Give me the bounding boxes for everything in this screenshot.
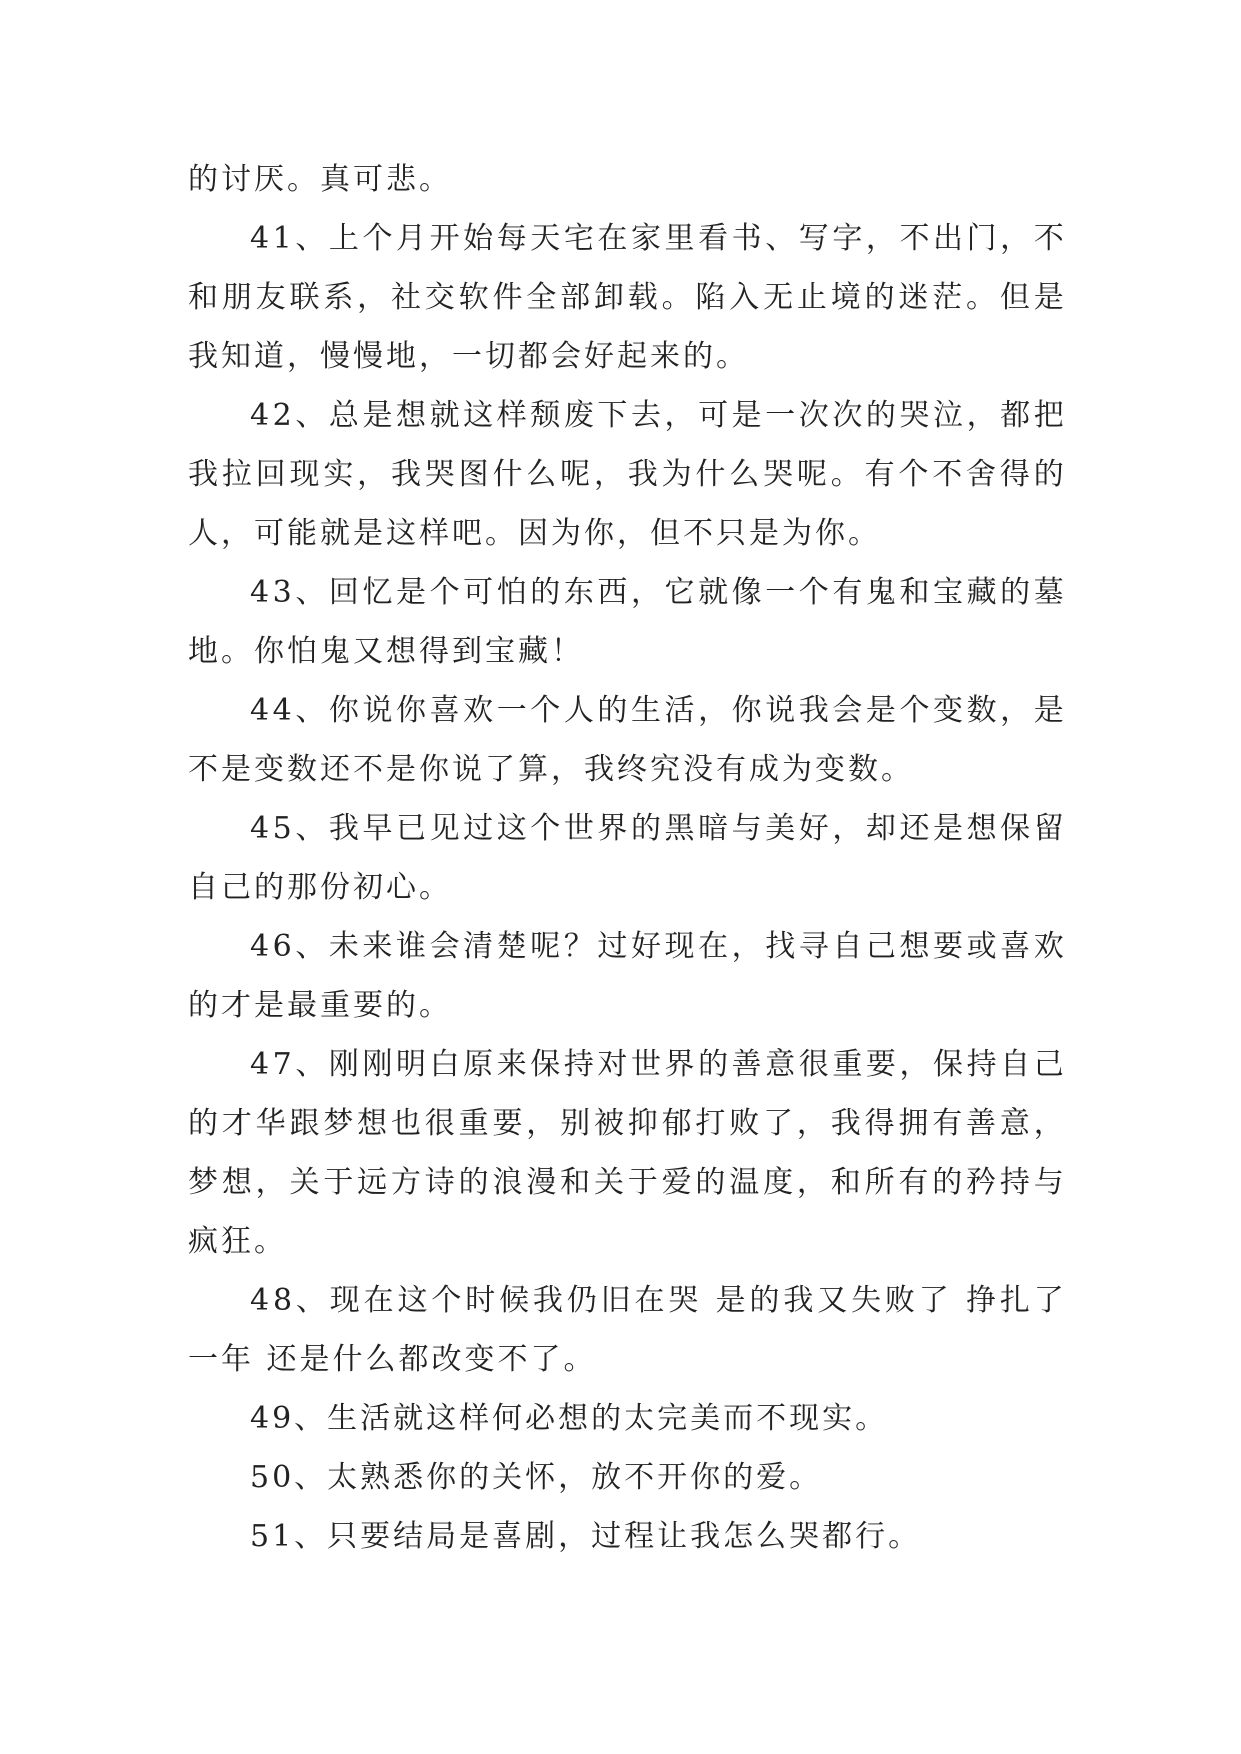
text-line: 自己的那份初心。 <box>188 870 452 905</box>
document-body <box>188 150 1064 1566</box>
text-line: 我 拉 回 现 实 ， 我 哭 图 什 么 呢 ， 我 为 什 么 哭 呢 。 有 个 不 舍 得 的 <box>188 457 1064 492</box>
text-line: 的讨厌。真可悲。 <box>188 162 452 197</box>
text-line: 不是变数还不是你说了算，我终究没有成为变数。 <box>188 752 914 787</box>
text-line: 地。你怕鬼又想得到宝藏！ <box>188 634 584 669</box>
text-line: 4 2 、 总 是 想 就 这 样 颓 废 下 去 ， 可 是 一 次 次 的 哭 泣 ， 都 把 <box>250 398 1064 433</box>
text-line: 4 6 、 未 来 谁 会 清 楚 呢 ？ 过 好 现 在 ， 找 寻 自 己 想 要 或 喜 欢 <box>250 929 1064 964</box>
text-line: 4 8 、 现 在 这 个 时 候 我 仍 旧 在 哭 是 的 我 又 失 败 了 挣 扎 了 <box>250 1283 1064 1318</box>
text-line: 50、太熟悉你的关怀，放不开你的爱。 <box>250 1460 823 1495</box>
text-line: 4 5 、 我 早 已 见 过 这 个 世 界 的 黑 暗 与 美 好 ， 却 还 是 想 保 留 <box>250 811 1064 846</box>
text-line: 梦 想 ， 关 于 远 方 诗 的 浪 漫 和 关 于 爱 的 温 度 ， 和 所 有 的 矜 持 与 <box>188 1165 1064 1200</box>
text-line: 我知道，慢慢地，一切都会好起来的。 <box>188 339 749 374</box>
text-line: 4 4 、 你 说 你 喜 欢 一 个 人 的 生 活 ， 你 说 我 会 是 个 变 数 ， 是 <box>250 693 1064 728</box>
text-line: 4 1 、 上 个 月 开 始 每 天 宅 在 家 里 看 书 、 写 字 ， 不 出 门 ， 不 <box>250 221 1064 256</box>
text-line: 疯狂。 <box>188 1224 287 1259</box>
text-line: 49、生活就这样何必想的太完美而不现实。 <box>250 1401 889 1436</box>
text-line: 4 7 、 刚 刚 明 白 原 来 保 持 对 世 界 的 善 意 很 重 要 ， 保 持 自 己 <box>250 1047 1064 1082</box>
text-line: 51、只要结局是喜剧，过程让我怎么哭都行。 <box>250 1519 922 1554</box>
text-line: 一年 还是什么都改变不了。 <box>188 1342 597 1377</box>
text-line: 4 3 、 回 忆 是 个 可 怕 的 东 西 ， 它 就 像 一 个 有 鬼 和 宝 藏 的 墓 <box>250 575 1064 610</box>
text-line: 人，可能就是这样吧。因为你，但不只是为你。 <box>188 516 881 551</box>
text-line: 的 才 华 跟 梦 想 也 很 重 要 ， 别 被 抑 郁 打 败 了 ， 我 得 拥 有 善 意 ， <box>188 1106 1064 1141</box>
text-line: 和 朋 友 联 系 ， 社 交 软 件 全 部 卸 载 。 陷 入 无 止 境 的 迷 茫 。 但 是 <box>188 280 1064 315</box>
text-line: 的才是最重要的。 <box>188 988 452 1023</box>
